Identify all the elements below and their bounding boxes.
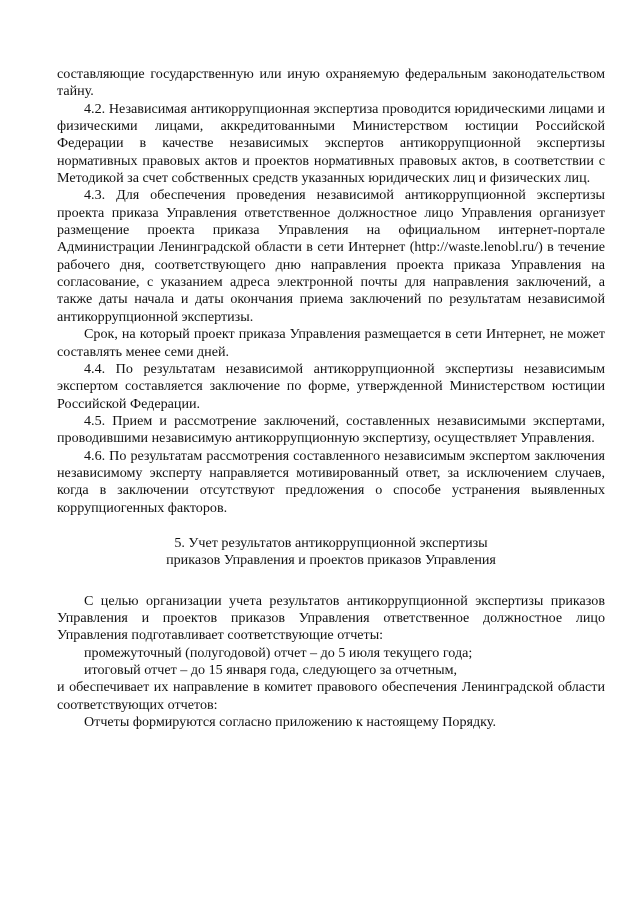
paragraph-final-report: итоговый отчет – до 15 января года, следующего за отчетным, bbox=[84, 662, 458, 678]
paragraph-4-5: 4.5. Прием и рассмотрение заключений, составленных независимыми экспертами, проводившими независимую антикоррупционную экспертизу, осуществляет Управления. bbox=[57, 412, 605, 447]
paragraph-term: Срок, на который проект приказа Управления размещается в сети Интернет, не может составлять менее семи дней. bbox=[57, 326, 605, 360]
section-heading bbox=[57, 535, 605, 570]
paragraph-interim-report: промежуточный (полугодовой) отчет – до 5 июля текущего года; bbox=[84, 644, 473, 661]
section-heading-line-2: приказов Управления и проектов приказов Управления bbox=[166, 552, 496, 569]
section-heading-line-1: 5. Учет результатов антикоррупционной экспертизы bbox=[174, 534, 488, 551]
paragraph-submission: и обеспечивает их направление в комитет правового обеспечения Ленинградской области соответствующих отчетов: bbox=[57, 679, 605, 713]
paragraph-4-2: 4.2. Независимая антикоррупционная экспертиза проводится юридическими лицами и физическими лицами, аккредитованными Министерством юстиции Российской Федерации в качестве независимых экспертов антикоррупционной экспертизы нормативных правовых актов и проектов нормативных правовых актов, в соответствии с Методикой за счет собственных средств указанных юридических лиц и физических лиц. bbox=[57, 100, 605, 187]
paragraph-continuation: составляющие государственную или иную охраняемую федеральным законодательством тайну. bbox=[57, 66, 605, 100]
document-page bbox=[57, 66, 605, 731]
paragraph-4-3: 4.3. Для обеспечения проведения независимой антикоррупционной экспертизы проекта приказа Управления ответственное должностное лицо Управления организует размещение проекта приказа Управления на официальном интернет-портале Администрации Ленинградской области в сети Интернет (http://waste.lenobl.ru/) в течение рабочего дня, соответствующего дню направления проекта приказа Управления на согласование, с указанием адреса электронной почты для направления заключений, а также даты начала и даты окончания приема заключений по результатам независимой антикоррупционной экспертизы. bbox=[57, 187, 605, 325]
paragraph-4-6: 4.6. По результатам рассмотрения составленного независимым экспертом заключения независимому эксперту направляется мотивированный ответ, за исключением случаев, когда в заключении отсутствуют предложения о способе устранения выявленных коррупциогенных факторов. bbox=[57, 447, 605, 516]
paragraph-4-4: 4.4. По результатам независимой антикоррупционной экспертизы независимым экспертом составляется заключение по форме, утвержденной Министерством юстиции Российской Федерации. bbox=[57, 360, 605, 412]
paragraph-reports-intro: С целью организации учета результатов антикоррупционной экспертизы приказов Управления и проектов приказов Управления ответственное должностное лицо Управления подготавливает соответствующие отчеты: bbox=[57, 592, 605, 644]
paragraph-reports-form: Отчеты формируются согласно приложению к настоящему Порядку. bbox=[84, 714, 496, 731]
